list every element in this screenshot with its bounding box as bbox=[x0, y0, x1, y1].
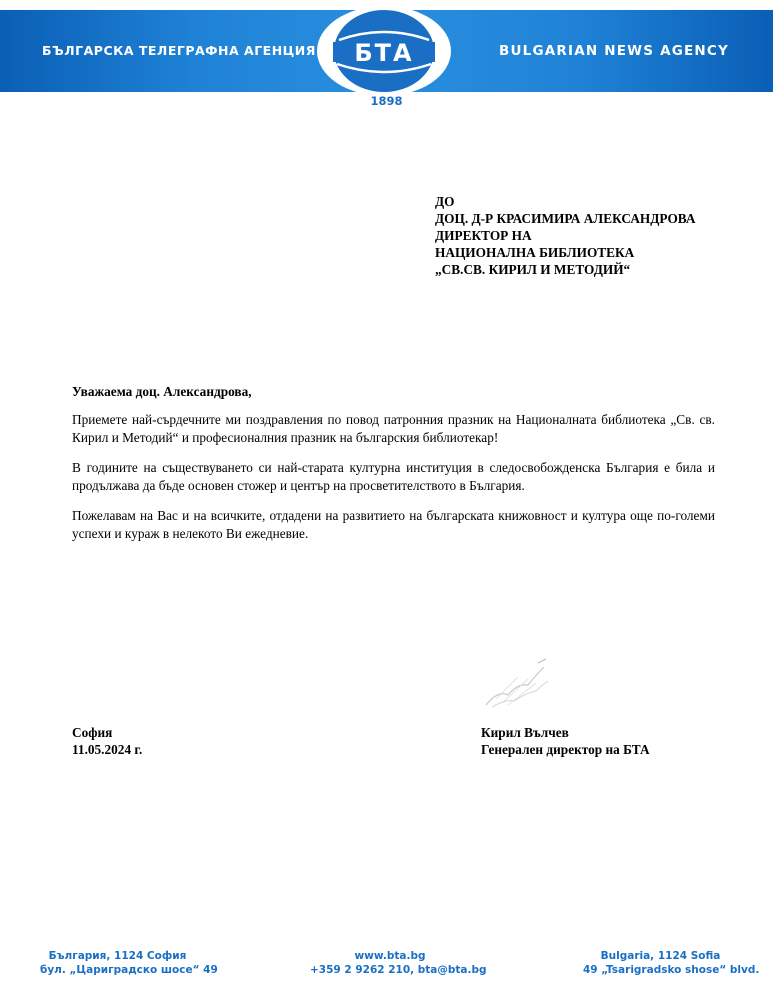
footer-phone-email[interactable]: +359 2 9262 210, bta@bta.bg bbox=[310, 964, 487, 976]
place-date-block bbox=[72, 724, 142, 758]
paragraph: Приемете най-сърдечните ми поздравления по повод патронния празник на Националната библиотека „Св. св. Кирил и Методий“ и професионалния празник на българския библиотекар! bbox=[72, 411, 715, 445]
paragraph: В годините на съществуването си най-старата културна институция в следосвобожденска България е била и продължава да бъде основен стожер и център на просветителството в България. bbox=[72, 459, 715, 493]
footer-line: 49 „Tsarigradsko shose“ blvd. bbox=[583, 964, 760, 976]
footer-website[interactable]: www.bta.bg bbox=[354, 950, 426, 962]
addressee-line: НАЦИОНАЛНА БИБЛИОТЕКА bbox=[435, 245, 635, 260]
date: 11.05.2024 г. bbox=[72, 742, 143, 757]
signatory-block bbox=[481, 724, 650, 758]
place: София bbox=[72, 725, 113, 740]
footer-contacts bbox=[310, 949, 487, 977]
bta-logo bbox=[317, 6, 451, 96]
handwritten-signature bbox=[478, 655, 558, 720]
salutation: Уважаема доц. Александрова, bbox=[72, 384, 252, 399]
paragraph: Пожелавам на Вас и на всичките, отдадени на развитието на българската книжовност и култура още по-големи успехи и кураж в нелекото Ви ежедневие. bbox=[72, 507, 715, 541]
addressee-block bbox=[435, 193, 695, 278]
agency-name-bg: БЪЛГАРСКА ТЕЛЕГРАФНА АГЕНЦИЯ bbox=[42, 43, 316, 58]
footer-line: бул. „Цариградско шосе“ 49 bbox=[40, 964, 218, 976]
letter-body bbox=[72, 383, 715, 555]
addressee-line: ДОЦ. Д-Р КРАСИМИРА АЛЕКСАНДРОВА bbox=[435, 211, 696, 226]
footer-address-bg bbox=[40, 949, 218, 977]
addressee-line: „СВ.СВ. КИРИЛ И МЕТОДИЙ“ bbox=[435, 262, 631, 277]
founding-year: 1898 bbox=[370, 94, 403, 108]
signatory-name: Кирил Вълчев bbox=[481, 725, 569, 740]
signatory-title: Генерален директор на БТА bbox=[481, 742, 650, 757]
footer-line: България, 1124 София bbox=[48, 950, 187, 962]
agency-name-en: BULGARIAN NEWS AGENCY bbox=[499, 43, 730, 59]
addressee-line: ДО bbox=[435, 194, 455, 209]
footer-line: Bulgaria, 1124 Sofia bbox=[600, 950, 721, 962]
addressee-line: ДИРЕКТОР НА bbox=[435, 228, 532, 243]
footer-address-en bbox=[583, 949, 760, 977]
logo-text: БТА bbox=[354, 39, 414, 67]
